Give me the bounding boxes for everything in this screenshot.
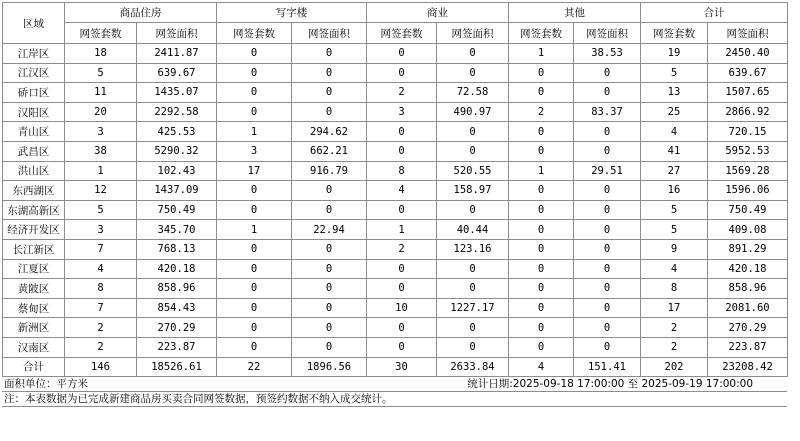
district-name: 东湖高新区 [3,200,65,220]
district-name: 青山区 [3,122,65,142]
district-name: 黄陂区 [3,279,65,299]
cell-comm-area: 2633.84 [437,357,509,377]
cell-other-units: 0 [509,239,574,259]
cell-total-area: 23208.42 [708,357,788,377]
table-row [3,220,788,240]
cell-other-area: 0 [574,318,641,338]
cell-office-units: 0 [217,239,292,259]
cell-res-area: 1437.09 [137,181,217,201]
cell-other-units: 0 [509,220,574,240]
cell-res-area: 18526.61 [137,357,217,377]
cell-total-units: 202 [641,357,708,377]
cell-comm-area: 72.58 [437,83,509,103]
cell-other-area: 0 [574,298,641,318]
cell-office-area: 294.62 [292,122,367,142]
cell-other-area: 0 [574,181,641,201]
cell-total-area: 858.96 [708,279,788,299]
sub-header-units: 网签套数 [509,23,574,44]
cell-comm-area: 0 [437,200,509,220]
total-row [3,357,788,377]
table-row [3,181,788,201]
cell-other-area: 0 [574,83,641,103]
cell-res-units: 12 [65,181,137,201]
table-row [3,161,788,181]
cell-other-area: 0 [574,63,641,83]
cell-office-units: 0 [217,337,292,357]
cell-comm-units: 4 [367,181,437,201]
cell-other-units: 0 [509,318,574,338]
cell-res-area: 2292.58 [137,102,217,122]
cell-comm-area: 123.16 [437,239,509,259]
cell-comm-area: 0 [437,141,509,161]
district-name: 武昌区 [3,141,65,161]
cell-res-units: 2 [65,337,137,357]
cell-comm-area: 158.97 [437,181,509,201]
group-header-commercial: 商业 [367,3,509,23]
cell-total-area: 750.49 [708,200,788,220]
cell-comm-area: 0 [437,318,509,338]
district-name: 经济开发区 [3,220,65,240]
cell-res-area: 750.49 [137,200,217,220]
table-row [3,298,788,318]
cell-total-units: 5 [641,200,708,220]
cell-res-units: 1 [65,161,137,181]
cell-other-units: 0 [509,279,574,299]
cell-total-units: 25 [641,102,708,122]
group-header-office: 写字楼 [217,3,367,23]
cell-other-area: 0 [574,337,641,357]
cell-other-units: 0 [509,298,574,318]
cell-other-area: 0 [574,259,641,279]
cell-total-area: 2081.60 [708,298,788,318]
cell-office-units: 0 [217,44,292,64]
cell-comm-units: 0 [367,44,437,64]
sub-header-area: 网签面积 [137,23,217,44]
cell-comm-area: 1227.17 [437,298,509,318]
table-row [3,259,788,279]
district-name: 江夏区 [3,259,65,279]
cell-office-units: 0 [217,63,292,83]
cell-other-units: 0 [509,181,574,201]
cell-office-area: 916.79 [292,161,367,181]
header-group-row [3,3,788,23]
cell-total-units: 8 [641,279,708,299]
cell-other-area: 29.51 [574,161,641,181]
cell-res-units: 8 [65,279,137,299]
cell-res-area: 420.18 [137,259,217,279]
sub-header-units: 网签套数 [65,23,137,44]
cell-res-area: 2411.87 [137,44,217,64]
cell-comm-units: 0 [367,63,437,83]
cell-res-units: 3 [65,122,137,142]
cell-office-units: 1 [217,122,292,142]
cell-comm-area: 0 [437,279,509,299]
cell-comm-units: 30 [367,357,437,377]
cell-office-units: 0 [217,318,292,338]
footnote: 注：本表数据为已完成新建商品房买卖合同网签数据，预签约数据不纳入成交统计。 [2,391,787,407]
cell-office-area: 0 [292,102,367,122]
cell-comm-units: 1 [367,220,437,240]
cell-res-units: 7 [65,239,137,259]
cell-res-units: 146 [65,357,137,377]
district-name: 合计 [3,357,65,377]
cell-office-area: 0 [292,44,367,64]
cell-comm-units: 2 [367,239,437,259]
cell-res-units: 20 [65,102,137,122]
district-name: 汉阳区 [3,102,65,122]
cell-office-units: 0 [217,259,292,279]
cell-office-units: 3 [217,141,292,161]
table-row [3,239,788,259]
cell-comm-area: 0 [437,122,509,142]
cell-other-area: 0 [574,239,641,259]
cell-office-area: 0 [292,63,367,83]
district-name: 新洲区 [3,318,65,338]
cell-comm-area: 40.44 [437,220,509,240]
cell-office-area: 0 [292,200,367,220]
cell-total-area: 2450.40 [708,44,788,64]
cell-total-area: 223.87 [708,337,788,357]
table-row [3,200,788,220]
cell-total-units: 2 [641,337,708,357]
cell-comm-units: 0 [367,141,437,161]
cell-res-area: 768.13 [137,239,217,259]
cell-res-units: 5 [65,200,137,220]
cell-other-units: 0 [509,141,574,161]
cell-comm-area: 520.55 [437,161,509,181]
cell-total-units: 17 [641,298,708,318]
cell-other-units: 0 [509,63,574,83]
table-body [3,44,788,377]
cell-office-area: 0 [292,279,367,299]
sub-header-units: 网签套数 [367,23,437,44]
cell-other-units: 0 [509,200,574,220]
district-name: 长江新区 [3,239,65,259]
cell-res-units: 38 [65,141,137,161]
cell-office-units: 0 [217,200,292,220]
cell-other-area: 0 [574,200,641,220]
cell-comm-units: 3 [367,102,437,122]
cell-total-area: 1569.28 [708,161,788,181]
cell-office-units: 17 [217,161,292,181]
cell-total-units: 4 [641,122,708,142]
cell-total-units: 5 [641,220,708,240]
cell-comm-area: 0 [437,44,509,64]
cell-res-units: 4 [65,259,137,279]
cell-res-area: 270.29 [137,318,217,338]
cell-total-units: 9 [641,239,708,259]
cell-comm-units: 0 [367,279,437,299]
cell-total-area: 2866.92 [708,102,788,122]
group-header-total: 合计 [641,3,788,23]
cell-other-units: 1 [509,44,574,64]
cell-office-units: 22 [217,357,292,377]
cell-office-area: 0 [292,83,367,103]
table-row [3,279,788,299]
district-name: 汉南区 [3,337,65,357]
cell-total-units: 2 [641,318,708,338]
cell-total-units: 41 [641,141,708,161]
cell-other-area: 38.53 [574,44,641,64]
cell-res-area: 425.53 [137,122,217,142]
cell-total-area: 409.08 [708,220,788,240]
table-row [3,83,788,103]
cell-comm-units: 8 [367,161,437,181]
cell-total-area: 270.29 [708,318,788,338]
cell-comm-area: 0 [437,259,509,279]
cell-total-area: 720.15 [708,122,788,142]
header-sub-row [3,23,788,44]
cell-total-units: 5 [641,63,708,83]
cell-comm-units: 0 [367,318,437,338]
district-name: 硚口区 [3,83,65,103]
cell-office-units: 0 [217,83,292,103]
cell-res-area: 223.87 [137,337,217,357]
cell-other-area: 83.37 [574,102,641,122]
cell-res-area: 854.43 [137,298,217,318]
cell-office-area: 22.94 [292,220,367,240]
cell-res-units: 2 [65,318,137,338]
area-unit-label: 面积单位：平方米 [4,378,88,391]
cell-res-area: 858.96 [137,279,217,299]
cell-res-area: 5290.32 [137,141,217,161]
district-name: 江汉区 [3,63,65,83]
district-name: 洪山区 [3,161,65,181]
cell-office-units: 1 [217,220,292,240]
cell-other-area: 151.41 [574,357,641,377]
cell-total-units: 13 [641,83,708,103]
cell-office-units: 0 [217,102,292,122]
cell-other-area: 0 [574,141,641,161]
statistics-date: 统计日期:2025-09-18 17:00:00 至 2025-09-19 17:00:00 [467,378,753,391]
cell-office-units: 0 [217,279,292,299]
cell-total-area: 5952.53 [708,141,788,161]
cell-comm-units: 0 [367,337,437,357]
cell-other-units: 0 [509,83,574,103]
table-row [3,44,788,64]
table-row [3,102,788,122]
cell-comm-area: 490.97 [437,102,509,122]
cell-comm-units: 0 [367,259,437,279]
cell-comm-units: 2 [367,83,437,103]
cell-office-area: 0 [292,181,367,201]
table-row [3,318,788,338]
cell-office-area: 0 [292,259,367,279]
cell-office-units: 0 [217,181,292,201]
cell-res-units: 18 [65,44,137,64]
table-row [3,63,788,83]
footer-info [2,377,787,391]
cell-comm-area: 0 [437,337,509,357]
cell-total-area: 639.67 [708,63,788,83]
cell-other-units: 0 [509,122,574,142]
sub-header-area: 网签面积 [574,23,641,44]
table-row [3,337,788,357]
region-header: 区域 [3,3,65,44]
cell-res-units: 5 [65,63,137,83]
sub-header-units: 网签套数 [641,23,708,44]
data-report [2,2,798,407]
cell-comm-area: 0 [437,63,509,83]
cell-other-area: 0 [574,122,641,142]
sub-header-area: 网签面积 [292,23,367,44]
cell-office-area: 0 [292,318,367,338]
sub-header-units: 网签套数 [217,23,292,44]
cell-other-area: 0 [574,279,641,299]
sub-header-area: 网签面积 [437,23,509,44]
table-row [3,122,788,142]
cell-res-area: 639.67 [137,63,217,83]
cell-res-units: 11 [65,83,137,103]
cell-res-units: 7 [65,298,137,318]
cell-comm-units: 0 [367,200,437,220]
cell-total-units: 27 [641,161,708,181]
cell-office-units: 0 [217,298,292,318]
district-name: 东西湖区 [3,181,65,201]
cell-total-units: 19 [641,44,708,64]
district-name: 江岸区 [3,44,65,64]
cell-other-units: 4 [509,357,574,377]
cell-other-area: 0 [574,220,641,240]
cell-res-units: 3 [65,220,137,240]
cell-total-units: 16 [641,181,708,201]
cell-res-area: 345.70 [137,220,217,240]
cell-office-area: 0 [292,337,367,357]
cell-other-units: 0 [509,337,574,357]
cell-office-area: 1896.56 [292,357,367,377]
table-row [3,141,788,161]
cell-other-units: 0 [509,259,574,279]
cell-other-units: 2 [509,102,574,122]
sub-header-area: 网签面积 [708,23,788,44]
cell-other-units: 1 [509,161,574,181]
cell-total-area: 1596.06 [708,181,788,201]
cell-total-area: 1507.65 [708,83,788,103]
cell-total-area: 420.18 [708,259,788,279]
cell-res-area: 1435.07 [137,83,217,103]
group-header-other: 其他 [509,3,641,23]
transaction-table [2,2,788,377]
cell-comm-units: 0 [367,122,437,142]
cell-office-area: 0 [292,298,367,318]
cell-total-area: 891.29 [708,239,788,259]
cell-office-area: 0 [292,239,367,259]
group-header-residential: 商品住房 [65,3,217,23]
cell-comm-units: 10 [367,298,437,318]
cell-res-area: 102.43 [137,161,217,181]
cell-office-area: 662.21 [292,141,367,161]
cell-total-units: 4 [641,259,708,279]
district-name: 蔡甸区 [3,298,65,318]
